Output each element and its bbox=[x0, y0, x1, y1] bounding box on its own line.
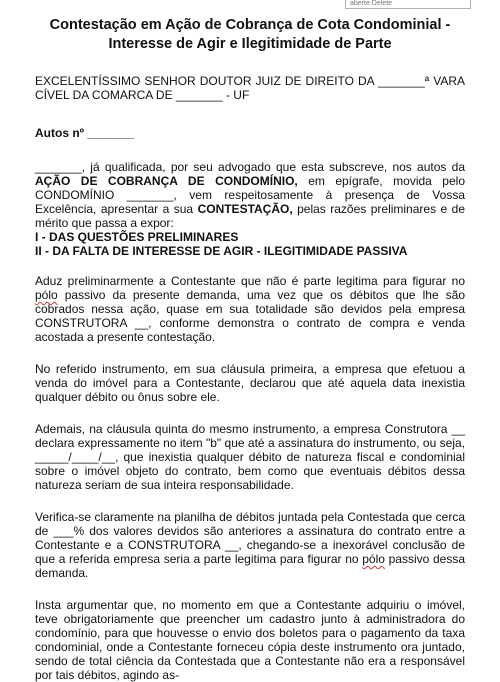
paragraph-1-text-a: Aduz preliminarmente a Contestante que não é parte legitima para figurar no bbox=[35, 274, 465, 288]
toolbar-tab[interactable]: aberte Delete bbox=[345, 0, 471, 9]
paragraph-4 bbox=[35, 510, 465, 580]
paragraph-1-text-b: passivo da presente demanda, uma vez que os débitos que lhe são cobrados nessa ação, quase em sua totalidade são devidos pela empresa CONSTRUTORA __, conforme demonstra o contrato de compra e venda acostada a presente contestação. bbox=[35, 288, 465, 344]
address-paragraph: EXCELENTÍSSIMO SENHOR DOUTOR JUIZ DE DIREITO DA _______ª VARA CÍVEL DA COMARCA DE _______ - UF bbox=[35, 74, 465, 102]
title-line-1: Contestação em Ação de Cobrança de Cota Condominial - bbox=[49, 17, 451, 33]
intro-bold-1: AÇÃO DE COBRANÇA DE CONDOMÍNIO, bbox=[35, 174, 298, 188]
paragraph-1 bbox=[35, 274, 465, 344]
section-heading-2: II - DA FALTA DE INTERESSE DE AGIR - ILEGITIMIDADE PASSIVA bbox=[35, 244, 408, 258]
paragraph-4-text-a: Verifica-se claramente na planilha de débitos juntada pela Contestada que cerca de ___% dos valores devidos são anteriores a assinatura do contrato entre a Contestante e a CONSTRUTORA __, chegando-se a inexorável conclusão de que a referida empresa seria a parte legitima para figurar no bbox=[35, 510, 465, 566]
paragraph-3: Ademais, na cláusula quinta do mesmo instrumento, a empresa Construtora __ declara expressamente no item "b" que até a assinatura do instrumento, ou seja, _____/____/__, que inexistia qualquer débito de natureza fiscal e condominial sobre o imóvel objeto do contrato, bem como que eventuais débitos dessa natureza seriam de sua inteira responsabilidade. bbox=[35, 422, 465, 492]
intro-text-1: _______, já qualificada, por seu advogado que esta subscreve, nos autos da bbox=[35, 160, 465, 174]
title-line-2: Interesse de Agir e Ilegitimidade de Parte bbox=[108, 36, 392, 52]
intro-text-2: em epígrafe, movida pelo CONDOMÍNIO _______, vem respeitosamente à presença de Vossa Excelência, apresentar a sua bbox=[35, 174, 465, 216]
spelling-flag[interactable]: pólo bbox=[362, 552, 385, 566]
spelling-flag[interactable]: pólo bbox=[35, 288, 58, 302]
intro-text-3: pelas razões preliminares e de mérito que passa a expor: bbox=[35, 202, 465, 230]
document-title bbox=[0, 16, 500, 54]
paragraph-5: Insta argumentar que, no momento em que a Contestante adquiriu o imóvel, teve obrigatoriamente que preencher um cadastro junto à administradora do condomínio, para que houvesse o envio dos boletos para o pagamento da taxa condominial, onde a Contestante forneceu cópia deste instrumento ora juntado, sendo de total ciência da Contestada que a Contestante não era a responsável por tais débitos, agindo as- bbox=[35, 598, 465, 682]
intro-bold-2: CONTESTAÇÃO, bbox=[197, 202, 293, 216]
case-number: Autos nº _______ bbox=[35, 126, 135, 140]
intro-paragraph bbox=[35, 160, 465, 230]
section-heading-1: I - DAS QUESTÕES PRELIMINARES bbox=[35, 230, 239, 244]
document-body bbox=[35, 74, 465, 682]
paragraph-4-text-b: passivo dessa demanda. bbox=[35, 552, 465, 580]
paragraph-2: No referido instrumento, em sua cláusula primeira, a empresa que efetuou a venda do imóvel para a Contestante, declarou que até aquela data inexistia qualquer débito ou ônus sobre ele. bbox=[35, 362, 465, 404]
